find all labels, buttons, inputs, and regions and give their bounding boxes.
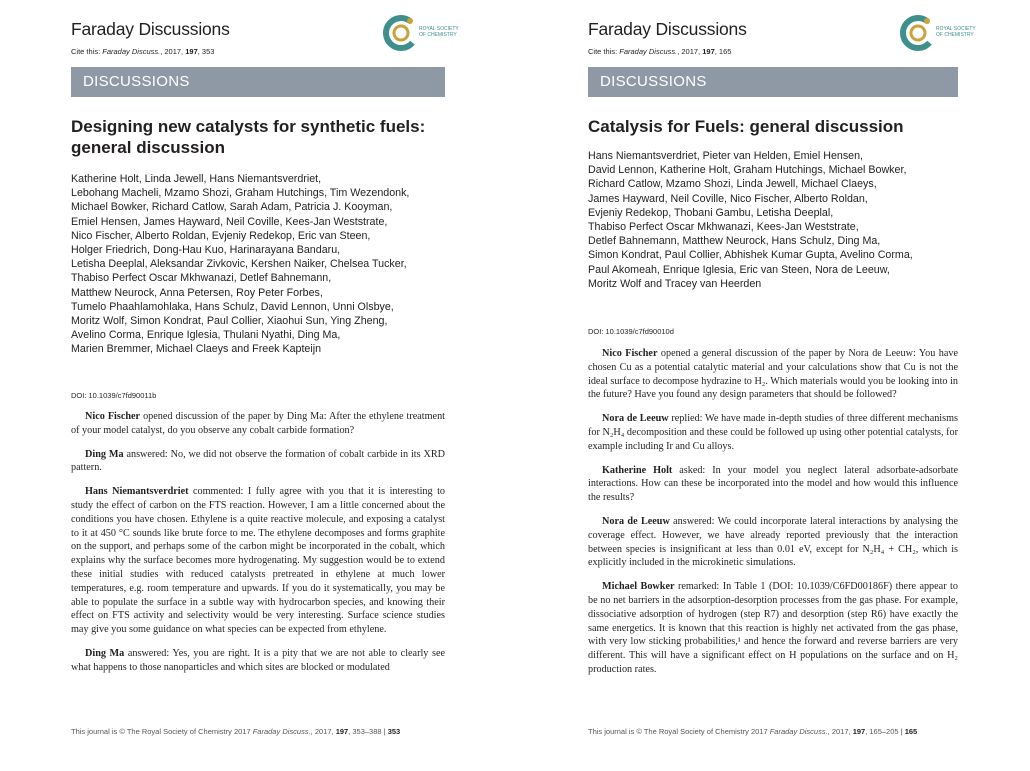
author-line: Tumelo Phaahlamohlaka, Hans Schulz, David Lennon, Unni Olsbye, bbox=[71, 300, 394, 313]
paragraph-text: answered: We could incorporate lateral interactions by analysing the coverage effect. However, we have already reported previously that the interaction between species is insignificant at less than 0.01 eV, except for N₂H₄ + CH₂, which is explicitly included in the microkinetic simulations. bbox=[588, 515, 958, 569]
discussion-paragraph bbox=[588, 515, 958, 570]
speaker-name: Michael Bowker bbox=[602, 581, 675, 593]
author-line: Holger Friedrich, Dong-Hau Kuo, Harinarayana Bandaru, bbox=[71, 244, 341, 257]
discussions-banner: DISCUSSIONS bbox=[588, 67, 958, 97]
author-line: Matthew Neurock, Anna Petersen, Roy Peter Forbes, bbox=[71, 286, 323, 299]
author-line: Katherine Holt, Linda Jewell, Hans Niemantsverdriet, bbox=[71, 173, 322, 185]
article-title: Catalysis for Fuels: general discussion bbox=[588, 117, 904, 136]
paragraph-text: opened discussion of the paper by Ding Ma: After the ethylene treatment of your model catalyst, do you observe any cobalt carbide formation? bbox=[71, 411, 446, 436]
doi: DOI: 10.1039/c7fd90010d bbox=[588, 327, 674, 336]
logo-text-line2: OF CHEMISTRY bbox=[936, 32, 974, 38]
paragraph-text: answered: Yes, you are right. It is a pity that we are not able to clearly see what happens to those nanoparticles and which sites are blocked or modulated bbox=[71, 647, 445, 673]
author-line: Detlef Bahnemann, Matthew Neurock, Hans Schulz, Ding Ma, bbox=[588, 235, 881, 248]
author-line: David Lennon, Katherine Holt, Graham Hutchings, Michael Bowker, bbox=[588, 164, 907, 177]
speaker-name: Ding Ma bbox=[85, 647, 125, 659]
discussion-paragraph bbox=[71, 647, 445, 675]
discussion-body bbox=[588, 347, 958, 687]
author-line: Paul Akomeah, Enrique Iglesia, Eric van Steen, Nora de Leeuw, bbox=[588, 263, 890, 276]
author-line: Hans Niemantsverdriet, Pieter van Helden, Emiel Hensen, bbox=[588, 150, 864, 162]
author-line: Avelino Corma, Enrique Iglesia, Thulani Nyathi, Ding Ma, bbox=[71, 329, 341, 342]
author-line: Thabiso Perfect Oscar Mkhwanazi, Kees-Jan Weststrate, bbox=[588, 221, 859, 234]
discussion-body bbox=[71, 410, 445, 685]
author-line: Lebohang Macheli, Mzamo Shozi, Graham Hutchings, Tim Wezendonk, bbox=[71, 187, 410, 200]
discussion-paragraph bbox=[588, 464, 958, 505]
author-line: Letisha Deeplal, Aleksandar Zivkovic, Kershen Naiker, Chelsea Tucker, bbox=[71, 258, 407, 271]
discussion-paragraph bbox=[588, 347, 958, 402]
speaker-name: Ding Ma bbox=[85, 448, 124, 460]
author-line: Moritz Wolf and Tracey van Heerden bbox=[588, 277, 762, 290]
paragraph-text: remarked: In Table 1 (DOI: 10.1039/C6FD00186F) there appear to be no net barriers in the adsorption-desorption processes from the gas phase. For example, dissociative adsorption of hydrogen (step R7) and desorption (step R6) have exactly the same energetics. It is known that this reaction is highly net activated from the gas phase, with very low sticking probabilities,¹ and hence the forward and reverse barriers are very different. This will have a significant effect on H populations on the surface and on H₂ production rates. bbox=[588, 581, 958, 675]
speaker-name: Nora de Leeuw bbox=[602, 515, 670, 527]
speaker-name: Nico Fischer bbox=[85, 411, 141, 422]
author-list bbox=[71, 172, 471, 357]
paragraph-text: opened a general discussion of the paper by Nora de Leeuw: You have chosen Cu as a potential catalytic material and your calculations show that Cu is not the ideal surface to decompose hydrazine to H₂. Which materials would you be looking into in the future? Have you found any design parameters that should be followed? bbox=[588, 348, 958, 401]
article-title: Designing new catalysts for synthetic fuels: general discussion bbox=[71, 117, 426, 157]
author-line: Simon Kondrat, Paul Collier, Abhishek Kumar Gupta, Avelino Corma, bbox=[588, 249, 913, 262]
discussion-paragraph bbox=[71, 410, 445, 438]
right-page bbox=[515, 0, 1030, 771]
logo-text-line1: ROYAL SOCIETY bbox=[936, 26, 976, 32]
discussion-paragraph bbox=[588, 412, 958, 453]
logo-text-line2: OF CHEMISTRY bbox=[419, 32, 457, 38]
paragraph-text: asked: In your model you neglect lateral adsorbate-adsorbate interactions. How can these be incorporated into the model and how would this influence the results? bbox=[588, 464, 958, 504]
author-line: Richard Catlow, Mzamo Shozi, Linda Jewell, Michael Claeys, bbox=[588, 178, 877, 191]
page-footer: This journal is © The Royal Society of Chemistry 2017 Faraday Discuss., 2017, 197, 353–388 | 353 bbox=[71, 727, 401, 736]
author-line: Moritz Wolf, Simon Kondrat, Paul Collier, Xiaohui Sun, Ying Zheng, bbox=[71, 315, 388, 328]
author-line: Marien Bremmer, Michael Claeys and Freek Kapteijn bbox=[71, 343, 322, 356]
rsc-logo bbox=[900, 13, 976, 53]
author-line: James Hayward, Neil Coville, Nico Fischer, Alberto Roldan, bbox=[588, 192, 868, 205]
speaker-name: Nico Fischer bbox=[602, 348, 658, 359]
discussion-paragraph bbox=[71, 485, 445, 637]
paragraph-text: answered: No, we did not observe the formation of cobalt carbide in its XRD pattern. bbox=[71, 448, 445, 474]
speaker-name: Katherine Holt bbox=[602, 464, 673, 476]
journal-name: Faraday Discussions bbox=[588, 19, 747, 39]
speaker-name: Hans Niemantsverdriet bbox=[85, 486, 189, 498]
rsc-logo bbox=[383, 13, 459, 53]
author-line: Evjeniy Redekop, Thobani Gambu, Letisha Deeplal, bbox=[588, 206, 834, 219]
citation: Cite this: Faraday Discuss., 2017, 197, 165 bbox=[588, 47, 732, 56]
speaker-name: Nora de Leeuw bbox=[602, 413, 669, 425]
author-list bbox=[588, 149, 988, 291]
page-number: 353 bbox=[387, 727, 401, 736]
discussion-paragraph bbox=[71, 448, 445, 476]
citation: Cite this: Faraday Discuss., 2017, 197, 353 bbox=[71, 47, 215, 56]
discussion-paragraph bbox=[588, 580, 958, 677]
paragraph-text: commented: I fully agree with you that it is interesting to study the effect of carbon on the FTS reaction. However, I am a little concerned about the conditions you have chosen. Ethylene is a quite reactive molecule, and exposing a catalyst to it at 450 °C sounds like brute force to me. The ethylene decomposes and forms graphite on the support, and perhaps some of the carbon might be incorporated in the cobalt, which explains why the surface becomes more hydrogenating. My suggestion would be to extend these initial studies with reduced catalysts pretreated in ethylene at much lower temperatures, e.g. room temperature and upwards. If you do it systematically, you may be able to populate the surface in a subtle way with hydrocarbon species, and knowing their effect on FTS activity and selectivity would be very interesting. Surface science studies may give you some guidance on what species can be expected from ethylene. bbox=[71, 486, 446, 636]
author-line: Nico Fischer, Alberto Roldan, Evjeniy Redekop, Eric van Steen, bbox=[71, 229, 371, 242]
logo-text-line1: ROYAL SOCIETY bbox=[419, 26, 459, 32]
author-line: Emiel Hensen, James Hayward, Neil Coville, Kees-Jan Weststrate, bbox=[71, 215, 388, 228]
journal-name: Faraday Discussions bbox=[71, 19, 230, 39]
paragraph-text: replied: We have made in-depth studies of three different mechanisms for N₂H₄ decomposition and these could be followed up using other potential catalysts, for example including Ir and Cu alloys. bbox=[588, 413, 958, 452]
doi: DOI: 10.1039/c7fd90011b bbox=[71, 391, 157, 400]
discussions-banner: DISCUSSIONS bbox=[71, 67, 445, 97]
page-number: 165 bbox=[904, 727, 918, 736]
author-line: Thabiso Perfect Oscar Mkhwanazi, Detlef Bahnemann, bbox=[71, 272, 332, 285]
author-line: Michael Bowker, Richard Catlow, Sarah Adam, Patricia J. Kooyman, bbox=[71, 201, 393, 214]
page-footer: This journal is © The Royal Society of Chemistry 2017 Faraday Discuss., 2017, 197, 165–205 | 165 bbox=[588, 727, 918, 736]
